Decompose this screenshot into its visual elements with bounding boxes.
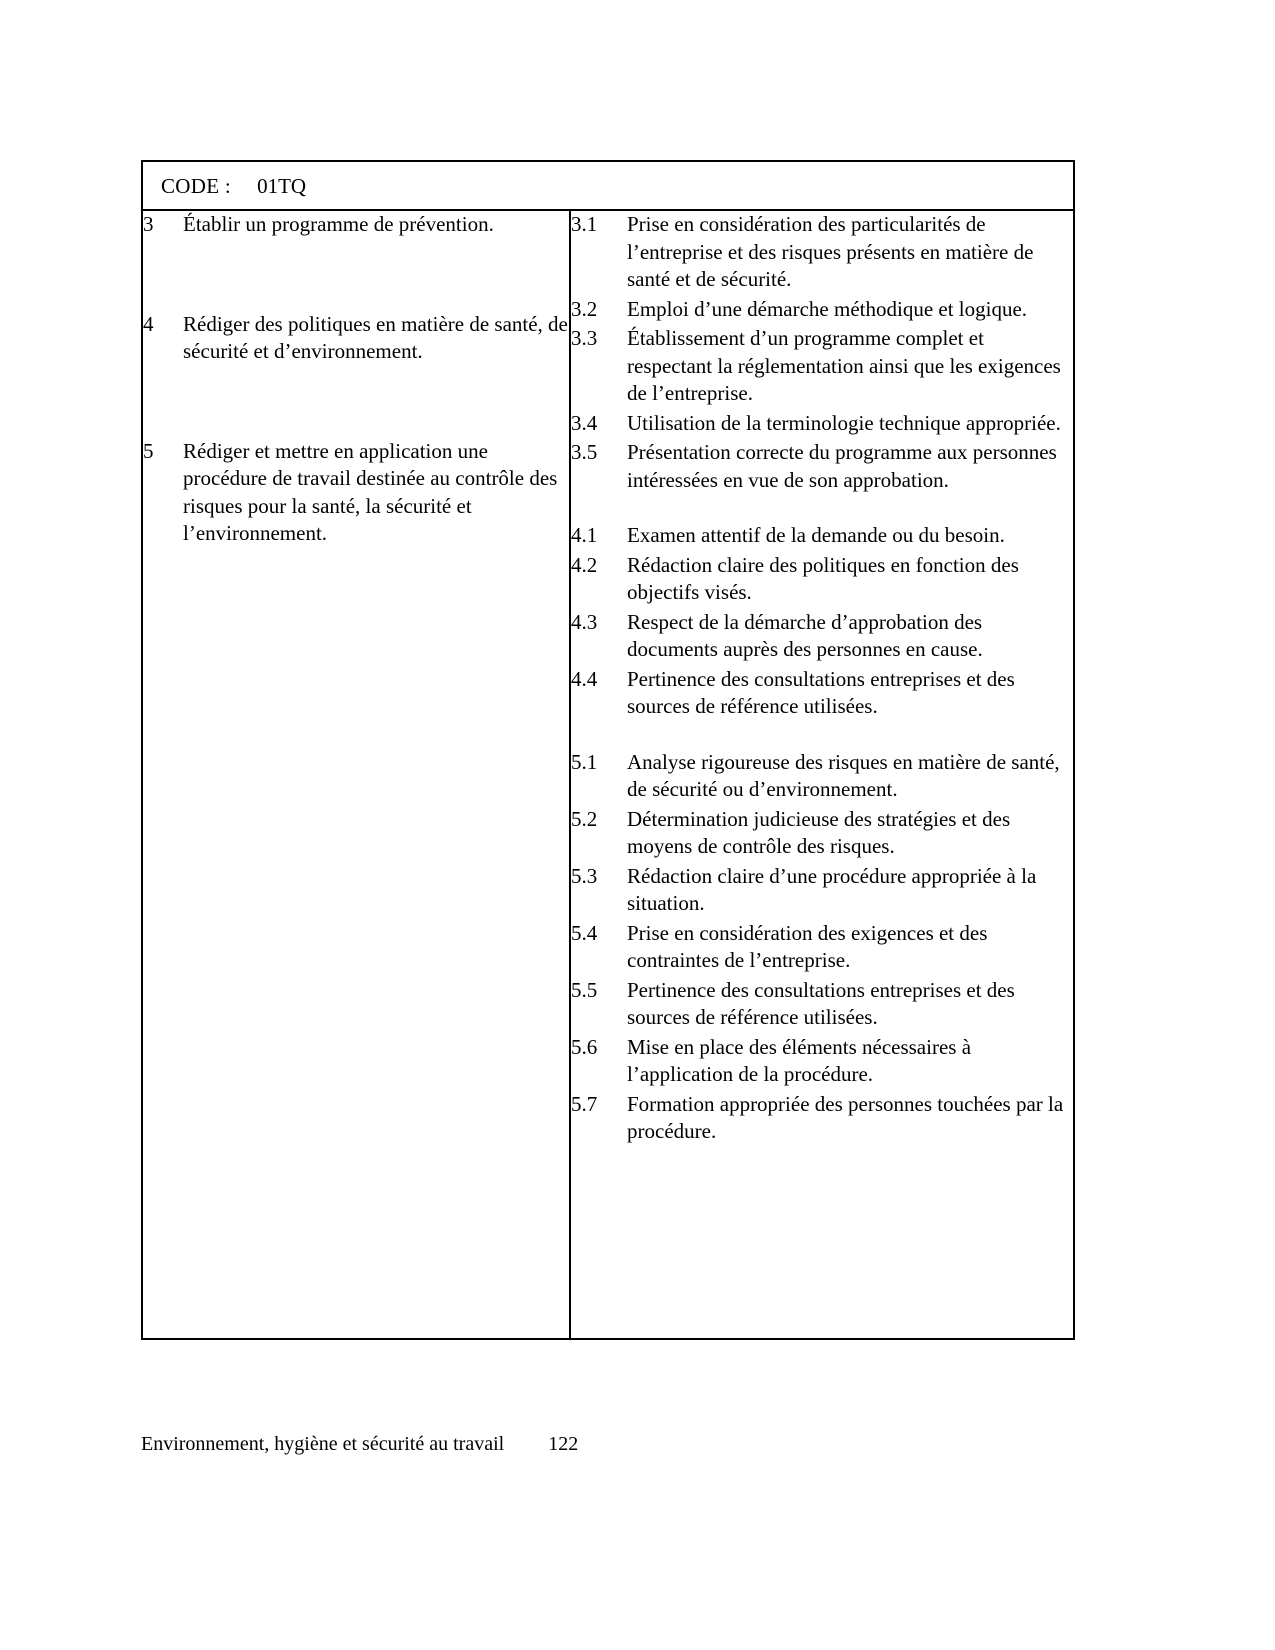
criterion-number: 4.2 xyxy=(571,552,598,577)
spacer xyxy=(571,496,1073,522)
criterion-number: 5.2 xyxy=(571,806,598,831)
code-header-cell xyxy=(142,161,1074,210)
code-label: CODE : xyxy=(161,174,232,198)
criterion-number: 5.1 xyxy=(571,749,598,774)
criterion-item xyxy=(571,522,1073,550)
spacer xyxy=(571,723,1073,749)
criterion-number: 3.5 xyxy=(571,440,598,465)
competency-text: Rédiger et mettre en application une procédure de travail destinée au contrôle des risques pour la santé, la sécurité et l’environnement. xyxy=(183,438,558,546)
criterion-item xyxy=(571,410,1073,438)
competency-text: Rédiger des politiques en matière de santé, de sécurité et d’environnement. xyxy=(183,311,568,364)
criterion-number: 3.2 xyxy=(571,296,598,321)
criterion-item xyxy=(571,1034,1073,1089)
criteria-group xyxy=(571,211,1073,494)
criterion-number: 4.3 xyxy=(571,609,598,634)
criterion-text: Formation appropriée des personnes touchées par la procédure. xyxy=(627,1091,1064,1144)
criterion-text: Pertinence des consultations entreprises et des sources de référence utilisées. xyxy=(627,666,1015,719)
footer-title: Environnement, hygiène et sécurité au travail xyxy=(141,1433,505,1455)
criterion-number: 5.3 xyxy=(571,863,598,888)
competency-item xyxy=(143,438,569,548)
criterion-text: Présentation correcte du programme aux personnes intéressées en vue de son approbation. xyxy=(627,440,1057,492)
criterion-number: 3.3 xyxy=(571,326,598,351)
criterion-item xyxy=(571,296,1073,324)
competency-text: Établir un programme de prévention. xyxy=(183,212,494,237)
criterion-text: Respect de la démarche d’approbation des documents auprès des personnes en cause. xyxy=(627,609,983,662)
competency-table xyxy=(141,160,1075,1340)
criterion-item xyxy=(571,211,1073,294)
code-value: 01TQ xyxy=(257,174,307,198)
criterion-text: Pertinence des consultations entreprises et des sources de référence utilisées. xyxy=(627,977,1015,1030)
criterion-item xyxy=(571,806,1073,861)
code-header-row xyxy=(142,161,1074,210)
criteria-column xyxy=(570,211,1074,1339)
criteria-group xyxy=(571,522,1073,721)
criterion-item xyxy=(571,920,1073,975)
criterion-item xyxy=(571,977,1073,1032)
criterion-text: Examen attentif de la demande ou du besoin. xyxy=(627,523,1005,548)
criterion-text: Rédaction claire des politiques en fonction des objectifs visés. xyxy=(627,552,1019,605)
competency-number: 3 xyxy=(143,212,154,237)
criterion-item xyxy=(571,863,1073,918)
competencies-column xyxy=(142,211,570,1339)
criterion-item xyxy=(571,609,1073,664)
criterion-number: 5.7 xyxy=(571,1091,598,1116)
criterion-text: Mise en place des éléments nécessaires à l’application de la procédure. xyxy=(627,1034,972,1087)
competency-number: 5 xyxy=(143,438,154,463)
criterion-item xyxy=(571,666,1073,721)
criterion-text: Emploi d’une démarche méthodique et logique. xyxy=(627,296,1028,321)
criterion-number: 5.4 xyxy=(571,920,598,945)
criterion-item xyxy=(571,325,1073,408)
spacer xyxy=(143,366,569,438)
criterion-text: Rédaction claire d’une procédure appropriée à la situation. xyxy=(627,863,1037,916)
criterion-text: Établissement d’un programme complet et respectant la réglementation ainsi que les exigences de l’entreprise. xyxy=(627,326,1061,406)
criterion-number: 3.1 xyxy=(571,212,598,237)
criterion-number: 5.6 xyxy=(571,1034,598,1059)
criteria-group xyxy=(571,749,1073,1146)
competency-item xyxy=(143,311,569,366)
criterion-text: Prise en considération des exigences et des contraintes de l’entreprise. xyxy=(627,920,988,973)
criterion-number: 3.4 xyxy=(571,410,598,435)
criterion-number: 4.1 xyxy=(571,523,598,548)
page-footer xyxy=(141,1432,578,1456)
criterion-number: 4.4 xyxy=(571,666,598,691)
competency-item xyxy=(143,211,569,239)
criterion-item xyxy=(571,439,1073,494)
spacer xyxy=(571,1148,1073,1338)
criterion-item xyxy=(571,552,1073,607)
criterion-text: Prise en considération des particularités de l’entreprise et des risques présents en matière de santé et de sécurité. xyxy=(627,212,1034,292)
criterion-item xyxy=(571,1091,1073,1146)
criterion-item xyxy=(571,749,1073,804)
spacer xyxy=(143,239,569,311)
footer-page-number: 122 xyxy=(548,1433,579,1455)
spacer xyxy=(143,548,569,738)
table-body-row xyxy=(142,211,1074,1339)
criterion-number: 5.5 xyxy=(571,977,598,1002)
criterion-text: Utilisation de la terminologie technique appropriée. xyxy=(627,410,1061,435)
criterion-text: Analyse rigoureuse des risques en matière de santé, de sécurité ou d’environnement. xyxy=(627,749,1060,802)
criterion-text: Détermination judicieuse des stratégies et des moyens de contrôle des risques. xyxy=(627,806,1011,859)
competency-number: 4 xyxy=(143,311,154,336)
